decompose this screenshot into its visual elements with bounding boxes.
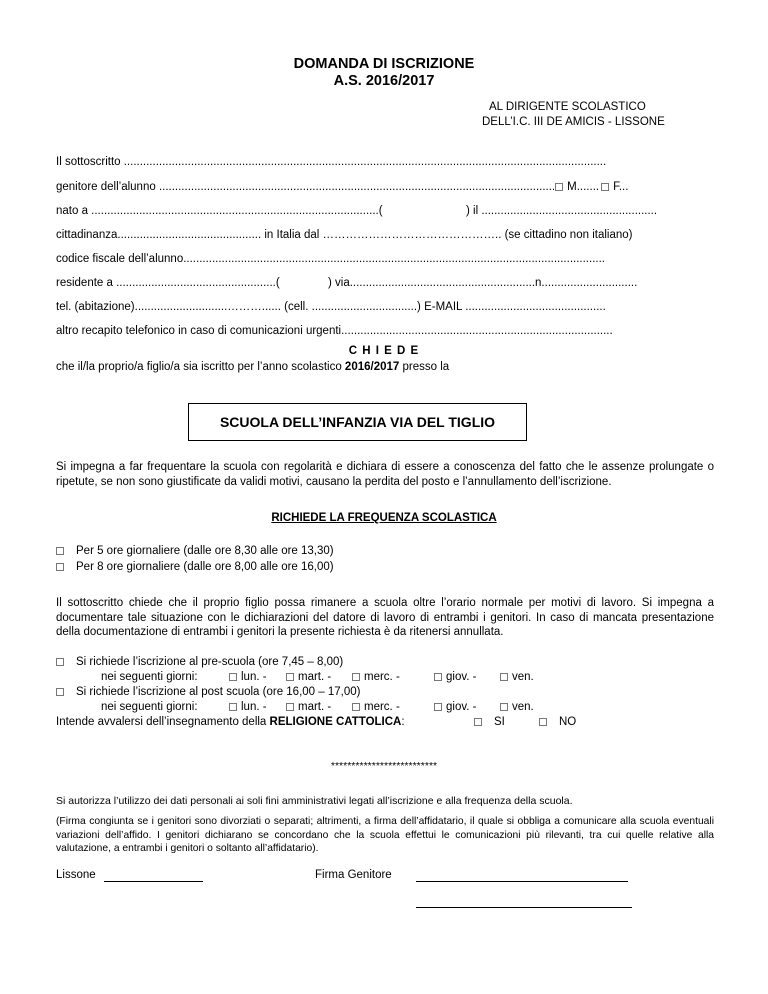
field-tel[interactable]: tel. (abitazione).............................………...... (cell. .................................) E-MAIL ............................................: [56, 301, 606, 313]
religione-no-checkbox[interactable]: [539, 718, 547, 726]
religione-si-checkbox[interactable]: [474, 718, 482, 726]
day-label: merc. -: [364, 701, 400, 713]
religione-no-option[interactable]: [539, 716, 576, 728]
date-line[interactable]: [104, 881, 203, 882]
post-scuola-option[interactable]: [56, 686, 360, 698]
field-via[interactable]: ) via..........................................................n..............................: [328, 277, 638, 289]
checkbox-icon[interactable]: [352, 673, 360, 681]
post-scuola-checkbox[interactable]: [56, 688, 64, 696]
post-day-ven[interactable]: [500, 701, 534, 713]
pre-scuola-label: Si richiede l’iscrizione al pre-scuola (ore 7,45 – 8,00): [76, 656, 344, 668]
pre-day-mart[interactable]: [286, 671, 331, 683]
genitore-label: genitore dell’alunno ............................................................................................................................: [56, 181, 556, 193]
day-label: lun. -: [241, 671, 267, 683]
option-5-ore[interactable]: [56, 545, 334, 557]
day-label: lun. -: [241, 701, 267, 713]
pre-day-giov[interactable]: [434, 671, 476, 683]
day-label: giov. -: [446, 671, 477, 683]
checkbox-icon[interactable]: [500, 703, 508, 711]
day-label: ven.: [512, 701, 534, 713]
option-8-ore-label: Per 8 ore giornaliere (dalle ore 8,00 alle ore 16,00): [76, 561, 334, 573]
school-year: A.S. 2016/2017: [333, 73, 435, 89]
pre-day-lun[interactable]: [229, 671, 267, 683]
religione-colon: :: [401, 716, 405, 728]
checkbox-icon[interactable]: [229, 673, 237, 681]
post-day-giov[interactable]: [434, 701, 476, 713]
pre-day-merc[interactable]: [352, 671, 400, 683]
option-5-ore-label: Per 5 ore giornaliere (dalle ore 8,30 alle ore 13,30): [76, 545, 334, 557]
day-label: mart. -: [298, 701, 332, 713]
pre-scuola-checkbox[interactable]: [56, 658, 64, 666]
pre-scuola-option[interactable]: [56, 656, 343, 668]
checkbox-icon[interactable]: [500, 673, 508, 681]
school-name-box: SCUOLA DELL’INFANZIA VIA DEL TIGLIO: [188, 403, 527, 441]
checkbox-icon[interactable]: [286, 703, 294, 711]
pre-scuola-days-label: nei seguenti giorni:: [101, 671, 198, 683]
signature-line-2[interactable]: [416, 907, 632, 908]
field-altro-recapito[interactable]: altro recapito telefonico in caso di comunicazioni urgenti.....................................................................................: [56, 325, 613, 337]
field-sottoscritto[interactable]: Il sottoscritto .......................................................................................................................................................: [56, 156, 607, 168]
orario-paragraph: Il sottoscritto chiede che il proprio figlio possa rimanere a scuola oltre l’orario normale per motivi di lavoro. Si impegna a documentare tale situazione con le dichiarazioni del datore di lavoro di entrambi i genitori. In caso di mancata presentazione della documentazione di entrambi i genitori la presente richiesta è da ritenersi annullata.: [56, 597, 714, 638]
day-label: ven.: [512, 671, 534, 683]
post-scuola-days-label: nei seguenti giorni:: [101, 701, 198, 713]
post-day-lun[interactable]: [229, 701, 267, 713]
option-8-ore-checkbox[interactable]: [56, 563, 64, 571]
checkbox-icon[interactable]: [434, 703, 442, 711]
female-checkbox[interactable]: [601, 183, 609, 191]
field-genitore[interactable]: [56, 181, 628, 193]
day-label: giov. -: [446, 701, 477, 713]
religione-si-option[interactable]: [474, 716, 505, 728]
day-label: mart. -: [298, 671, 332, 683]
male-label: M.......: [567, 181, 600, 193]
chiede-text-before: che il/la proprio/a figlio/a sia iscritto per l’anno scolastico: [56, 361, 345, 373]
field-nato-a[interactable]: nato a ..........................................................................................(: [56, 205, 383, 217]
signature-line-1[interactable]: [416, 881, 628, 882]
male-checkbox[interactable]: [555, 183, 563, 191]
checkbox-icon[interactable]: [229, 703, 237, 711]
religione-bold: RELIGIONE CATTOLICA: [269, 716, 402, 728]
option-5-ore-checkbox[interactable]: [56, 547, 64, 555]
chiede-year: 2016/2017: [344, 361, 400, 373]
post-scuola-label: Si richiede l’iscrizione al post scuola (ore 16,00 – 17,00): [76, 686, 361, 698]
checkbox-icon[interactable]: [352, 703, 360, 711]
post-day-mart[interactable]: [286, 701, 331, 713]
signature-label: Firma Genitore: [315, 869, 392, 881]
field-nato-il[interactable]: ) il .......................................................: [466, 205, 658, 217]
privacy-text: Si autorizza l’utilizzo dei dati personali ai soli fini amministrativi legati all’iscrizione e alla frequenza della scuola.: [56, 795, 573, 807]
day-label: merc. -: [364, 671, 400, 683]
female-label: F...: [613, 181, 629, 193]
post-day-merc[interactable]: [352, 701, 400, 713]
field-cittadinanza[interactable]: cittadinanza............................................. in Italia dal ……………………………………….. (se cittadino non italiano): [56, 229, 633, 241]
impegno-paragraph: Si impegna a far frequentare la scuola con regolarità e dichiara di essere a conoscenza del fatto che le assenze prolungate o ripetute, se non sono giustificate da validi motivi, causano la perdita del posto e l’annullamento dell’iscrizione.: [56, 461, 714, 488]
frequenza-heading: RICHIEDE LA FREQUENZA SCOLASTICA: [271, 512, 497, 524]
field-codice-fiscale[interactable]: codice fiscale dell’alunno....................................................................................................................................: [56, 253, 605, 265]
religione-label: Intende avvalersi dell’insegnamento della: [56, 716, 270, 728]
separator: **************************: [330, 760, 438, 772]
religione-si-label: SI: [494, 716, 505, 728]
place-label: Lissone: [56, 869, 96, 881]
field-residente-a[interactable]: residente a ..................................................(: [56, 277, 280, 289]
addressee-line-2: DELL’I.C. III DE AMICIS - LISSONE: [482, 116, 665, 128]
addressee-line-1: AL DIRIGENTE SCOLASTICO: [489, 101, 646, 113]
chiede-heading: C H I E D E: [348, 345, 420, 357]
pre-day-ven[interactable]: [500, 671, 534, 683]
chiede-text: [56, 361, 449, 373]
chiede-text-after: presso la: [399, 361, 450, 373]
religione-text: [56, 716, 405, 728]
checkbox-icon[interactable]: [434, 673, 442, 681]
religione-no-label: NO: [559, 716, 577, 728]
firma-note: (Firma congiunta se i genitori sono divorziati o separati; altrimenti, a firma dell’affidatario, il quale si obbliga a comunicare alla scuola eventuali variazioni dell’affido. I genitori dichiarano se concordano che la scuola effettui le comunicazioni più rilevanti, tra cui quelle relative alla valutazione, a entrambi i genitori o soltanto all’affidatario).: [56, 816, 714, 854]
document-title: DOMANDA DI ISCRIZIONE: [293, 56, 475, 72]
checkbox-icon[interactable]: [286, 673, 294, 681]
option-8-ore[interactable]: [56, 561, 334, 573]
